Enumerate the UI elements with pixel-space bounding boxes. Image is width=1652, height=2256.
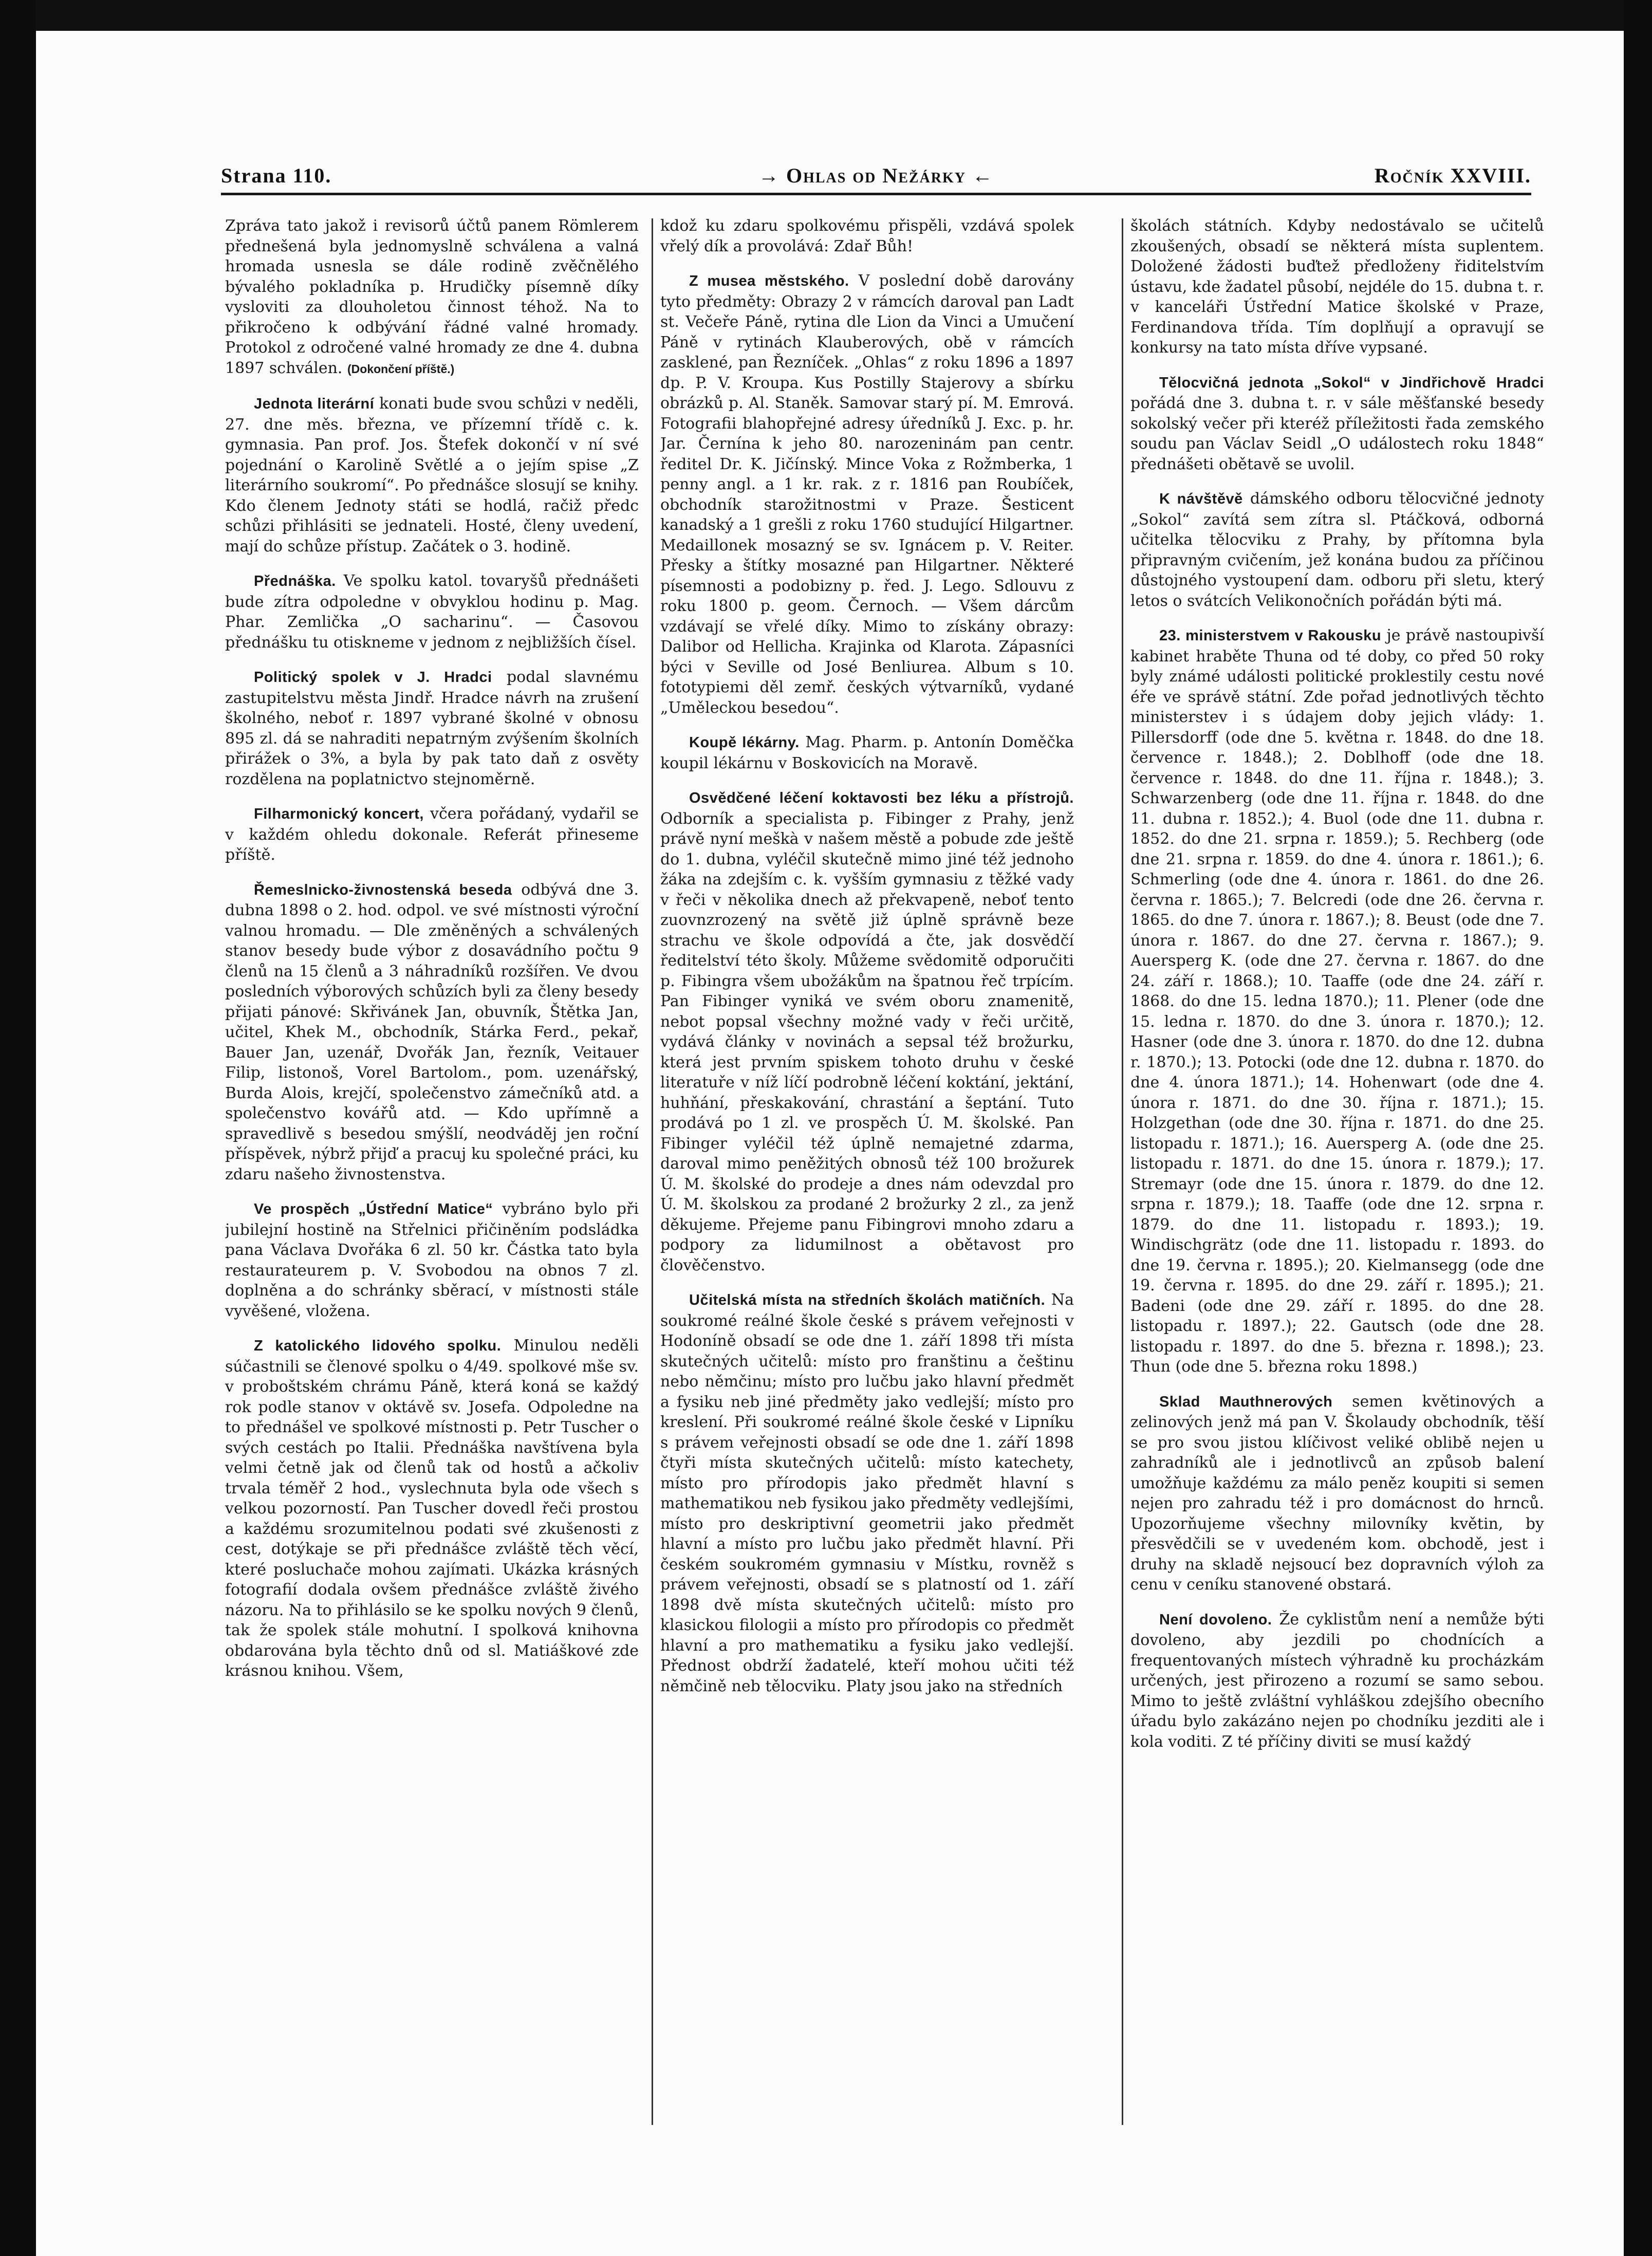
article-paragraph [225, 667, 639, 789]
text-column-2 [660, 216, 1074, 2128]
article-lead: Sklad Mauthnerových [1159, 1393, 1333, 1410]
article-paragraph [1130, 1392, 1544, 1595]
masthead-title-text: Ohlas od Nežárky [786, 164, 967, 187]
article-lead: K návštěvě [1159, 491, 1243, 507]
article-text: V poslední době darovány tyto předměty: Obrazy 2 v rámcích daroval pan Ladt st. Večeře Páně, rytina dle Lion da Vinci a Umučení Páně v rytinách Klauberových, obě v rámcích zasklené, pan Řezníček. „Ohlas“ z roku 1896 a 1897 dp. P. V. Kroupa. Kus Postilly Stajerovy a sbírku obrázků p. Al. Staněk. Samovar starý pí. M. Emrová. Fotografii blahopřejné adresy úředníků J. Exc. p. hr. Jar. Černína k jeho 80. narozeninám pan centr. ředitel Dr. K. Jičínský. Mince Voka z Rožmberka, 1 penny angl. a 1 kr. rak. z r. 1816 pan Roubíček, obchodník starožitnostmi v Praze. Šesticent kanadský a 1 grešli z roku 1760 studující Hilgartner. Medaillonek mosazný se sv. Ignácem p. V. Reiter. Přesky a štítky mosazné pan Hilgartner. Některé písemnosti a podobizny p. řed. J. Lego. Sdlouvu z roku 1800 p. geom. Černoch. — Všem dárcům vzdávají se vřelé díky. Mimo to získány obrazy: Dalibor od Hellicha. Krajinka od Klarota. Zápasníci býci v Seville od José Benliurea. Album s 10. fototypiemi děl zemř. českých výtvarníků, vydané „Uměleckou besedou“. [660, 272, 1074, 717]
article-text: odbývá dne 3. dubna 1898 o 2. hod. odpol. ve své místnosti výroční valnou hromadu. — Dle změněných a schválených stanov besedy bude výbor z dosavádního počtu 9 členů na 15 členů a 3 náhradníků rozšířen. Ve dvou posledních výborových schůzích byli za členy besedy přijati pánové: Skřivánek Jan, obuvník, Štětka Jan, učitel, Khek M., obchodník, Stárka Ferd., pekař, Bauer Jan, uzenář, Dvořák Jan, řezník, Veitauer Filip, listonoš, Vorel Bartolom., pom. uzenářský, Burda Alois, krejčí, společenstvo zámečníků atd. a společenstvo kovářů atd. — Kdo upřímně a spravedlivě s besedou smýšlí, neodváděj jen roční příspěvek, nýbrž přijď a pracuj ku společné práci, ku zdaru našeho živnostenstva. [225, 880, 639, 1184]
article-lead: Filharmonický koncert, [254, 806, 424, 822]
volume-number: Ročník XXVIII. [1374, 164, 1531, 187]
article-paragraph [660, 271, 1074, 718]
article-lead: Politický spolek v J. Hradci [254, 669, 492, 686]
article-text: je právě nastoupivší kabinet hraběte Thuna od té doby, co před 50 roky byly známé události politické proklestily cestu nové éře ve správě státní. Zde pořad jednotlivých těchto ministerstev i s údajem doby jejich vlády: 1. Pillersdorff (ode dne 5. května r. 1848. do dne 18. července r. 1848.); 2. Doblhoff (ode dne 18. července r. 1848. do dne 11. října r. 1848.); 3. Schwarzenberg (ode dne 11. října r. 1848. do dne 11. dubna r. 1852.); 4. Buol (ode dne 11. dubna r. 1852. do dne 21. srpna r. 1859.); 5. Rechberg (ode dne 21. srpna r. 1859. do dne 4. února r. 1861.); 6. Schmerling (ode dne 4. února r. 1861. do dne 26. června r. 1865.); 7. Belcredi (ode dne 26. června r. 1865. do dne 7. února r. 1867.); 8. Beust (ode dne 7. února r. 1867. do dne 27. června r. 1867.); 9. Auersperg K. (ode dne 27. června r. 1867. do dne 24. září r. 1868.); 10. Taaffe (ode dne 24. září r. 1868. do dne 15. ledna 1870.); 11. Plener (ode dne 15. ledna r. 1870. do dne 3. února r. 1870.); 12. Hasner (ode dne 3. února r. 1870. do dne 12. dubna r. 1870.); 13. Potocki (ode dne 12. dubna r. 1870. do dne 4. února 1871.); 14. Hohenwart (ode dne 4. února r. 1871. do dne 30. října r. 1871.); 15. Holzgethan (ode dne 30. října r. 1871. do dne 25. listopadu r. 1871.); 16. Auersperg A. (ode dne 25. listopadu r. 1871. do dne 15. února r. 1879.); 17. Stremayr (ode dne 15. února r. 1879. do dne 12. srpna r. 1879.); 18. Taaffe (ode dne 12. srpna r. 1879. do dne 11. listopadu r. 1893.); 19. Windischgrätz (ode dne 11. listopadu r. 1893. do dne 19. června r. 1895.); 20. Kielmansegg (ode dne 19. června r. 1895. do dne 29. září r. 1895.); 21. Badeni (ode dne 29. září r. 1895. do dne 28. listopadu r. 1897.); 22. Gautsch (ode dne 28. listopadu r. 1897. do dne 5. března r. 1898.); 23. Thun (ode dne 5. března roku 1898.) [1130, 626, 1544, 1376]
article-paragraph [660, 732, 1074, 773]
column-divider [652, 218, 653, 2125]
article-lead: Koupě lékárny. [689, 734, 800, 751]
article-text: Na soukromé reálné škole české s právem veřejnosti v Hodoníně obsadí se ode dne 1. září 1898 tři místa skutečných učitelů: místo pro franštinu a češtinu nebo němčinu; místo pro lučbu jako hlavní předmět a fysiku neb jiné předměty jako vedlejší; místo pro kreslení. Při soukromé reálné škole české v Lipníku s právem veřejnosti obsadí se ode dne 1. září 1898 čtyři místa skutečných učitelů: místo katechety, místo pro přírodopis jako předmět hlavní s mathematikou neb fysikou jako předměty vedlejšími, místo pro deskriptivní geometrii jako předmět hlavní a místo pro lučbu jako předmět hlavní. Při českém soukromém gymnasiu v Místku, rovněž s právem veřejnosti, obsadí se s platností od 1. září 1898 dvě místa skutečných učitelů: místo pro klasickou filologii a místo pro přírodopis co předmět hlavní a pro mathematiku a fysiku jako vedlejší. Přednost obdrží žadatelé, kteří mohou učiti též němčině neb tělocviku. Platy jsou jako na středních [660, 1291, 1074, 1695]
article-text: včera pořádaný, vydařil se v každém ohledu dokonale. Referát přineseme příště. [225, 805, 639, 864]
masthead-title: → Ohlas od Nežárky ← [758, 164, 994, 187]
article-text: semen květinových a zelinových jenž má pan V. Školaudy obchodník, těší se pro svou jistou klíčivost veliké oblibě nejen u zahradníků ale i jednotlivců an způsob balení umožňuje každému za málo peněz koupiti si semen nejen pro zahradu též i pro domácnost do hrnců. Upozorňujeme všechny milovníky květin, by přesvědčili se v uvedeném kom. obchodě, jest i druhy na skladě nejsoucí bez dopravních výloh za cenu v ceníku stanovené obstará. [1130, 1392, 1544, 1594]
article-text: Odborník a specialista p. Fibinger z Prahy, jenž právě nyní meškà v našem městě a pobude zde ještě do 1. dubna, vyléčil skutečně mimo jiné též jednoho žáka na zdejším c. k. vyšším gymnasiu z těžké vady v řeči v několika dnech až překvapeně, neboť tento zuovnzrozený na světě již úplně správně beze strachu ve škole odpovídá a čte, jak dosvědčí ředitelství této školy. Můžeme svědomitě odporučiti p. Fibingra všem ubožákům na špatnou řeč trpícím. Pan Fibinger vyniká ve svém oboru znamenitě, nebot popsal všechny možné vady v řeči určitě, vydává články v novinách a sepsal též brožurku, která jest prvním spiskem tohoto druhu v české literatuře v níž líčí podrobně léčení koktání, jektání, huhňání, přeskakování, chrastání a šeptání. Tuto prodává po 1 zl. ve prospěch Ú. M. školské. Pan Fibinger vyléčil též úplně nemajetné zdarma, daroval mimo peněžitých obnosů též 100 brožurek Ú. M. školské do prodeje a dnes nám odevzdal pro Ú. M. školskou za prodané 2 brožurky 2 zl., za jenž děkujeme. Přejeme panu Fibingrovi mnoho zdaru a podpory za lidumilnost a obětavost pro člověčenstvo. [660, 809, 1074, 1274]
article-lead: Řemeslnicko-živnostenská beseda [254, 881, 512, 898]
article-paragraph [225, 1199, 639, 1321]
running-header [221, 163, 1531, 194]
article-paragraph [1130, 489, 1544, 611]
text-column-1 [225, 216, 639, 2128]
article-paragraph [225, 216, 639, 379]
article-paragraph [660, 216, 1074, 256]
article-text: Zpráva tato jakož i revisorů účtů panem Römlerem přednešená byla jednomyslně schválena a valná hromada usnesla se dále rodině zvěčnělého bývalého pokladníka p. Hrudičky písemně díky vysloviti za dlouholetou činnost téhož. Na to přikročeno k odbývání řádné valné hromady. Protokol z odročené valné hromady ze dne 4. dubna 1897 schválen. [225, 217, 639, 377]
article-paragraph [660, 1290, 1074, 1696]
article-lead: Tělocvičná jednota „Sokol“ v Jindřichově Hradci [1159, 374, 1544, 391]
article-paragraph [225, 394, 639, 557]
article-lead: Není dovoleno. [1159, 1611, 1272, 1628]
article-lead: Z katolického lidového spolku. [254, 1338, 502, 1354]
article-text: vybráno bylo při jubilejní hostině na Střelnici přičiněním podsládka pana Václava Dvořáka 6 zl. 50 kr. Částka tato byla restaurateurem p. V. Svobodou na obnos 7 zl. doplněna a do schránky sběrací, v místnosti stále vyvěšené, vložena. [225, 1200, 639, 1320]
article-paragraph [1130, 373, 1544, 475]
article-text: Ve spolku katol. tovaryšů přednášeti bude zítra odpoledne v obvyklou hodinu p. Mag. Phar. Zemlička „O sacharinu“. — Časovou přednášku tu otiskneme v jednom z nejbližších čísel. [225, 572, 639, 652]
article-lead: Přednáška. [254, 573, 336, 589]
page-number: Strana 110. [221, 164, 332, 187]
article-paragraph [225, 571, 639, 653]
article-text: Mag. Pharm. p. Antonín Doměčka koupil lékárnu v Boskovicích na Moravě. [660, 733, 1074, 772]
header-rule [221, 193, 1531, 195]
article-lead: Osvědčené léčení koktavosti bez léku a přístrojů. [689, 790, 1074, 806]
article-paragraph [1130, 216, 1544, 358]
article-text: konati bude svou schůzi v neděli, 27. dne měs. března, ve přízemní třídě c. k. gymnasia. Pan prof. Jos. Štefek dokončí v ní své pojednání o Karolině Světlé a o jejím spise „Z literárního soukromí“. Po přednášce slosují se knihy. Kdo členem Jednoty státi se hodlá, račiž předc schůzi přihlásiti se jednateli. Hosté, členy uvedení, mají do schůze přístup. Začátek o 3. hodině. [225, 395, 639, 556]
article-paragraph [1130, 1610, 1544, 1752]
article-text: kdož ku zdaru spolkovému přispěli, vzdává spolek vřelý dík a provolává: Zdař Bůh! [660, 217, 1074, 255]
article-text: Že cyklistům není a nemůže býti dovoleno, aby jezdili po chodnících a frequentovaných místech výhradně ku procházkám určených, jest přirozeno a rozumí se samo sebou. Mimo to ještě zvláštní vyhláškou zdejšího obecního úřadu bylo zakázáno nejen po chodníku jezditi ale i kola voditi. Z té příčiny diviti se musí každý [1130, 1610, 1544, 1751]
article-lead: Z musea městského. [689, 273, 849, 289]
article-paragraph [225, 880, 639, 1185]
scan-border-right [1624, 0, 1652, 2256]
text-column-3 [1130, 216, 1544, 2128]
article-paragraph [660, 788, 1074, 1275]
scan-border-left [0, 0, 36, 2256]
article-paragraph [225, 804, 639, 865]
article-text: školách státních. Kdyby nedostávalo se učitelů zkoušených, obsadí se některá místa suplentem. Doložené žádosti buďtež předloženy řiditelstvím ústavu, kde žadatel působí, nejdéle do 15. dubna t. r. v kanceláři Ústřední Matice školské v Praze, Ferdinandova třída. Tím doplňují a opravují se konkursy na tato místa dříve vypsané. [1130, 217, 1544, 357]
article-text: Minulou neděli súčastnili se členové spolku o 4/49. spolkové mše sv. v proboštském chrámu Páně, která koná se každý rok podle stanov v oktávě sv. Josefa. Odpoledne na to přednášel ve spolkové místnosti p. Petr Tuscher o svých cestách po Italii. Přednáška navštívena byla velmi četně jak od členů tak od hostů a ačkoliv trvala téměř 2 hod., vyslechnuta byla ode všech s velkou pozorností. Pan Tuscher dovedl řeči prostou a každému srozumitelnou podati své zkušenosti z cest, dotýkaje se při přednášce zvláště těch věcí, které posluchače mohou zajímati. Ukázka krásných fotografií dodala ovšem přednášce zvláště živého názoru. Na to přihlásilo se ke spolku nových 9 členů, tak že spolek stále mohutní. I spolková knihovna obdarována byla těchto dnů od sl. Matiáškové zde krásnou knihou. Všem, [225, 1337, 639, 1680]
article-lead: Ve prospěch „Ústřední Matice“ [254, 1201, 493, 1217]
article-text: podal slavnému zastupitelstvu města Jindř. Hradce návrh na zrušení školného, neboť r. 1897 vybrané školné v obnosu 895 zl. dá se nahraditi nepatrným zvýšením školních přirážek o 3%, a byla by pak tato daň z osvěty rozdělena na poplatnictvo stejnoměrně. [225, 668, 639, 788]
article-lead: Jednota literární [254, 396, 375, 412]
article-text: pořádá dne 3. dubna t. r. v sále měšťanské besedy sokolský večer při kteréž příležitosti řada zemského soudu pan Václav Seidl „O událostech roku 1848“ přednášeti obětavě se uvolil. [1130, 394, 1544, 473]
article-lead: Učitelská místa na středních školách matičních. [689, 1292, 1046, 1308]
continuation-note: (Dokončení příště.) [347, 362, 455, 376]
article-paragraph [225, 1336, 639, 1681]
article-paragraph [1130, 625, 1544, 1377]
column-divider [1122, 218, 1123, 2125]
article-lead: 23. ministerstvem v Rakousku [1159, 627, 1382, 644]
article-text: dámského odboru tělocvičné jednoty „Sokol“ zavítá sem zítra sl. Ptáčková, odborná učitelka tělocviku z Prahy, by přítomna byla připravným cvičením, jež konána budou za příčinou důstojného vystoupení dam. odboru při sletu, který letos o svátcích Velikonočních pořádán býti má. [1130, 490, 1544, 610]
scan-border-top [0, 0, 1652, 31]
